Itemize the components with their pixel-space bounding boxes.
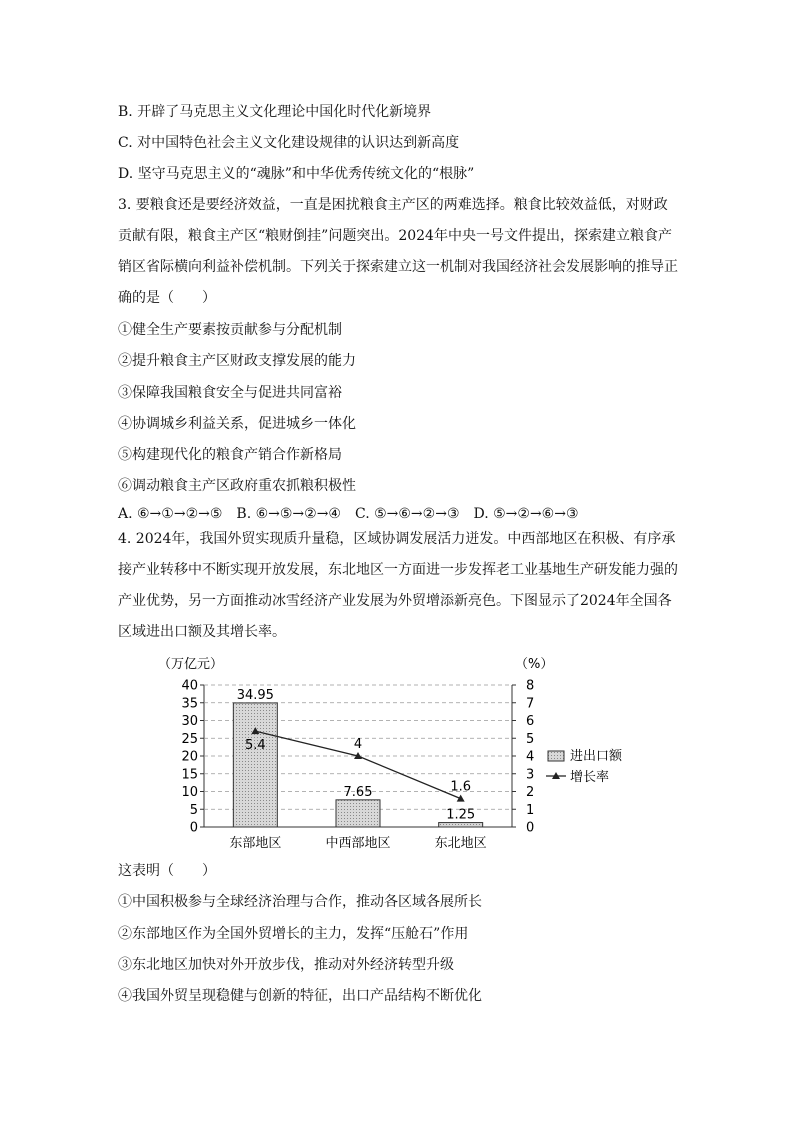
legend-bar-label: 进出口额 — [570, 749, 623, 764]
category-label: 东部地区 — [229, 836, 282, 851]
q4-item: ③东北地区加快对外开放步伐，推动对外经济转型升级 — [118, 957, 454, 973]
trade-chart — [140, 650, 650, 855]
q4-stem-line: 接产业转移中不断实现开放发展，东北地区一方面进一步发挥老工业基地生产研发能力强的 — [118, 562, 678, 578]
q2-option-c: C. 对中国特色社会主义文化建设规律的认识达到新高度 — [118, 135, 460, 151]
q3-item: ④协调城乡利益关系，促进城乡一体化 — [118, 416, 356, 432]
q2-option-d: D. 坚守马克思主义的“魂脉”和中华优秀传统文化的“根脉” — [118, 166, 475, 182]
right-tick-label: 8 — [526, 678, 535, 694]
right-axis-unit: （%） — [515, 657, 554, 672]
growth-value-label: 1.6 — [450, 779, 472, 795]
q3-item: ⑥调动粮食主产区政府重农抓粮积极性 — [118, 478, 356, 494]
q3-stem-line: 3. 要粮食还是要经济效益，一直是困扰粮食主产区的两难选择。粮食比较效益低，对财政 — [118, 197, 668, 213]
q4-item: ④我国外贸呈现稳健与创新的特征，出口产品结构不断优化 — [118, 988, 482, 1004]
q2-option-b: B. 开辟了马克思主义文化理论中国化时代化新境界 — [118, 104, 432, 120]
q3-item: ③保障我国粮食安全与促进共同富裕 — [118, 385, 342, 401]
right-tick-label: 7 — [526, 696, 535, 712]
left-axis-unit: （万亿元） — [158, 657, 224, 672]
category-label: 中西部地区 — [325, 836, 391, 851]
q4-item: ①中国积极参与全球经济治理与合作，推动各区域各展所长 — [118, 894, 482, 910]
left-tick-label: 5 — [189, 802, 198, 818]
growth-value-label: 5.4 — [244, 738, 266, 754]
left-tick-label: 40 — [181, 678, 198, 694]
bar — [336, 800, 380, 827]
bar — [439, 823, 483, 827]
q4-after: 这表明（ ） — [118, 863, 216, 879]
left-tick-label: 30 — [181, 714, 198, 729]
right-tick-label: 6 — [526, 714, 535, 729]
q3-item: ①健全生产要素按贡献参与分配机制 — [118, 322, 342, 338]
q4-item: ②东部地区作为全国外贸增长的主力，发挥“压舱石”作用 — [118, 926, 469, 942]
legend-bar-swatch — [548, 751, 564, 761]
q4-stem-line: 4. 2024年，我国外贸实现质升量稳，区域协调发展活力迸发。中西部地区在积极、有序承 — [118, 531, 676, 547]
q4-stem-line: 区域进出口额及其增长率。 — [118, 624, 286, 640]
category-label: 东北地区 — [434, 836, 487, 851]
q4-stem-line: 产业优势，另一方面推动冰雪经济产业发展为外贸增添新亮色。下图显示了2024年全国各 — [118, 593, 672, 609]
right-tick-label: 3 — [526, 767, 535, 783]
q3-stem-line: 销区省际横向利益补偿机制。下列关于探索建立这一机制对我国经济社会发展影响的推导正 — [118, 259, 678, 275]
q3-stem — [118, 190, 678, 314]
bar — [233, 703, 277, 827]
q3-item: ②提升粮食主产区财政支撑发展的能力 — [118, 353, 356, 369]
right-tick-label: 5 — [526, 731, 535, 747]
right-tick-label: 2 — [526, 785, 535, 800]
bar-value-label: 7.65 — [343, 784, 373, 800]
right-tick-label: 1 — [526, 802, 535, 818]
q3-item: ⑤构建现代化的粮食产销合作新格局 — [118, 447, 342, 463]
left-tick-label: 25 — [181, 731, 198, 747]
left-tick-label: 15 — [181, 767, 198, 783]
right-tick-label: 4 — [526, 749, 535, 765]
bar-value-label: 34.95 — [236, 687, 274, 703]
q3-stem-line: 确的是（ ） — [118, 290, 216, 306]
right-tick-label: 0 — [526, 820, 535, 836]
left-tick-label: 0 — [189, 820, 198, 836]
bar-value-label: 1.25 — [446, 807, 476, 823]
growth-value-label: 4 — [353, 737, 363, 752]
q3-choices: A. ⑥→①→②→⑤ B. ⑥→⑤→②→④ C. ⑤→⑥→②→③ D. ⑤→②→⑥→③ — [118, 506, 579, 522]
q4-stem — [118, 524, 678, 648]
legend-line-label: 增长率 — [570, 770, 610, 785]
q3-stem-line: 贡献有限，粮食主产区“粮财倒挂”问题突出。2024年中央一号文件提出，探索建立粮食产 — [118, 228, 672, 244]
left-tick-label: 10 — [181, 785, 198, 800]
left-tick-label: 20 — [181, 749, 198, 765]
left-tick-label: 35 — [181, 696, 198, 712]
